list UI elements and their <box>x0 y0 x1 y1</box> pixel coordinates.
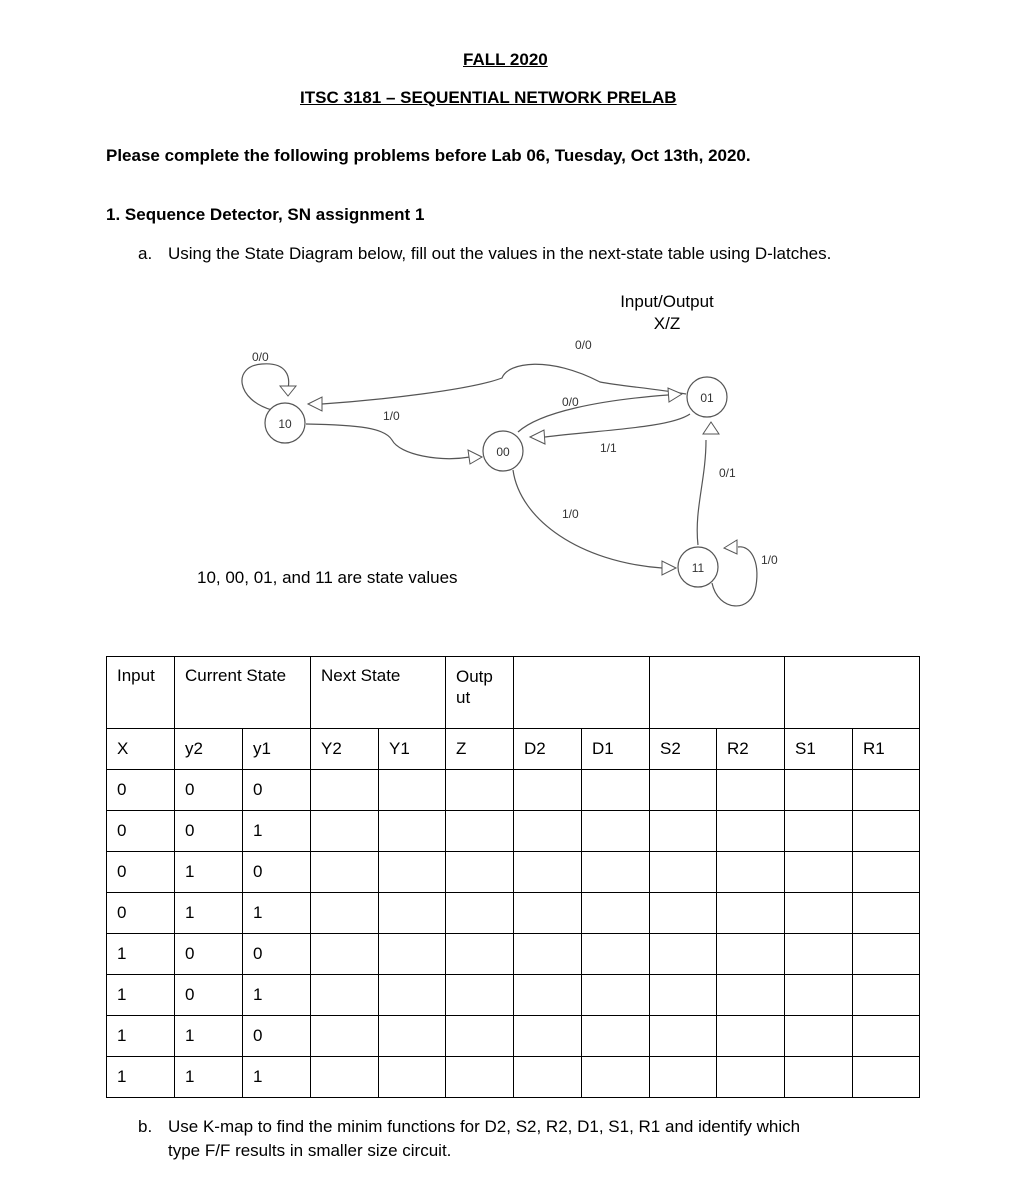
blank-answer-cell[interactable] <box>379 852 446 893</box>
table-row <box>107 893 920 934</box>
col-header: D2 <box>514 729 582 770</box>
next-state-table <box>106 656 920 1098</box>
blank-answer-cell[interactable] <box>311 852 379 893</box>
table-cell: 1 <box>107 1016 175 1057</box>
legend-title: Input/Output <box>620 292 714 311</box>
table-cell: 1 <box>243 893 311 934</box>
table-cell: 1 <box>243 1057 311 1098</box>
blank-answer-cell[interactable] <box>650 975 717 1016</box>
s11-to-01-edge <box>697 440 706 545</box>
arrow-s10-to-00 <box>468 450 482 464</box>
col-header: R1 <box>853 729 920 770</box>
blank-answer-cell[interactable] <box>514 852 582 893</box>
blank-answer-cell[interactable] <box>785 934 853 975</box>
table-cell: 0 <box>107 770 175 811</box>
group-header-output: Outp ut <box>446 657 514 729</box>
part-b-marker: b. <box>138 1117 153 1136</box>
blank-answer-cell[interactable] <box>582 893 650 934</box>
table-cell: 0 <box>175 975 243 1016</box>
blank-answer-cell[interactable] <box>853 893 920 934</box>
label-s10-to-00: 1/0 <box>383 409 400 423</box>
blank-answer-cell[interactable] <box>853 770 920 811</box>
blank-answer-cell[interactable] <box>650 1057 717 1098</box>
blank-answer-cell[interactable] <box>514 975 582 1016</box>
blank-answer-cell[interactable] <box>311 1016 379 1057</box>
blank-answer-cell[interactable] <box>379 1057 446 1098</box>
table-cell: 0 <box>243 770 311 811</box>
blank-answer-cell[interactable] <box>717 1057 785 1098</box>
table-cell: 1 <box>175 1016 243 1057</box>
table-cell: 0 <box>107 852 175 893</box>
label-s01-to-10: 0/0 <box>575 338 592 352</box>
table-row <box>107 934 920 975</box>
s10-to-00-edge <box>306 424 470 459</box>
col-header: S2 <box>650 729 717 770</box>
blank-answer-cell[interactable] <box>650 852 717 893</box>
blank-answer-cell[interactable] <box>446 770 514 811</box>
table-cell: 0 <box>107 893 175 934</box>
blank-answer-cell[interactable] <box>853 852 920 893</box>
s00-to-11-edge <box>513 470 662 568</box>
blank-answer-cell[interactable] <box>446 975 514 1016</box>
blank-answer-cell[interactable] <box>311 893 379 934</box>
table-cell: 1 <box>107 1057 175 1098</box>
blank-answer-cell[interactable] <box>514 934 582 975</box>
instructions: Please complete the following problems before Lab 06, Tuesday, Oct 13th, 2020. <box>106 146 751 165</box>
blank-answer-cell[interactable] <box>785 811 853 852</box>
blank-answer-cell[interactable] <box>785 1057 853 1098</box>
blank-answer-cell[interactable] <box>717 811 785 852</box>
table-cell: 0 <box>243 934 311 975</box>
blank-answer-cell[interactable] <box>785 770 853 811</box>
group-header-row <box>107 657 920 729</box>
part-a-text: Using the State Diagram below, fill out the values in the next-state table using D-latches. <box>168 244 832 263</box>
state-11-label: 11 <box>691 561 705 575</box>
col-header: S1 <box>785 729 853 770</box>
label-s11-to-01: 0/1 <box>719 466 736 480</box>
blank-answer-cell[interactable] <box>582 975 650 1016</box>
state-01-label: 01 <box>700 391 714 405</box>
col-header: Y1 <box>379 729 446 770</box>
blank-answer-cell[interactable] <box>379 893 446 934</box>
col-header: Z <box>446 729 514 770</box>
blank-answer-cell[interactable] <box>514 893 582 934</box>
arrow-s11-self <box>724 540 737 554</box>
blank-answer-cell[interactable] <box>582 852 650 893</box>
arrow-s01-to-10 <box>308 397 322 411</box>
table-row <box>107 1057 920 1098</box>
label-s10-self: 0/0 <box>252 350 269 364</box>
table-cell: 1 <box>175 1057 243 1098</box>
blank-answer-cell[interactable] <box>446 893 514 934</box>
blank-answer-cell[interactable] <box>853 934 920 975</box>
s01-to-00-edge <box>545 414 690 437</box>
blank-answer-cell[interactable] <box>379 975 446 1016</box>
table-cell: 0 <box>243 852 311 893</box>
part-b-line1: Use K-map to find the minim functions for D2, S2, R2, D1, S1, R1 and identify which <box>168 1117 801 1136</box>
group-header-blank-2 <box>650 657 785 729</box>
blank-answer-cell[interactable] <box>853 975 920 1016</box>
arrow-s11-to-01 <box>703 422 719 434</box>
term-title: FALL 2020 <box>463 50 548 69</box>
blank-answer-cell[interactable] <box>582 811 650 852</box>
table-cell: 1 <box>107 934 175 975</box>
part-b-line2: type F/F results in smaller size circuit. <box>168 1141 452 1160</box>
table-body <box>107 770 920 1098</box>
blank-answer-cell[interactable] <box>785 893 853 934</box>
table-row <box>107 770 920 811</box>
blank-answer-cell[interactable] <box>650 893 717 934</box>
arrow-s01-to-00 <box>530 430 545 444</box>
group-header-blank-1 <box>514 657 650 729</box>
blank-answer-cell[interactable] <box>717 975 785 1016</box>
blank-answer-cell[interactable] <box>582 1016 650 1057</box>
blank-answer-cell[interactable] <box>446 934 514 975</box>
blank-answer-cell[interactable] <box>514 770 582 811</box>
blank-answer-cell[interactable] <box>379 811 446 852</box>
column-header-row <box>107 729 920 770</box>
label-s01-to-00: 1/1 <box>600 441 617 455</box>
blank-answer-cell[interactable] <box>853 1016 920 1057</box>
table-cell: 1 <box>243 811 311 852</box>
blank-answer-cell[interactable] <box>446 1016 514 1057</box>
table-row <box>107 1016 920 1057</box>
col-header: y1 <box>243 729 311 770</box>
col-header: Y2 <box>311 729 379 770</box>
table-row <box>107 811 920 852</box>
blank-answer-cell[interactable] <box>582 770 650 811</box>
table-cell: 1 <box>175 893 243 934</box>
table-cell: 0 <box>107 811 175 852</box>
blank-answer-cell[interactable] <box>311 770 379 811</box>
group-header-input: Input <box>107 657 175 729</box>
table-cell: 0 <box>175 770 243 811</box>
label-s00-to-01: 0/0 <box>562 395 579 409</box>
blank-answer-cell[interactable] <box>514 811 582 852</box>
table-cell: 0 <box>175 934 243 975</box>
blank-answer-cell[interactable] <box>717 1016 785 1057</box>
state-00-label: 00 <box>496 445 510 459</box>
label-s11-self: 1/0 <box>761 553 778 567</box>
blank-answer-cell[interactable] <box>650 770 717 811</box>
group-header-blank-3 <box>785 657 920 729</box>
part-a-marker: a. <box>138 244 153 263</box>
blank-answer-cell[interactable] <box>582 934 650 975</box>
group-header-next-state: Next State <box>311 657 446 729</box>
blank-answer-cell[interactable] <box>514 1016 582 1057</box>
table-row <box>107 975 920 1016</box>
col-header: D1 <box>582 729 650 770</box>
blank-answer-cell[interactable] <box>311 975 379 1016</box>
blank-answer-cell[interactable] <box>785 852 853 893</box>
blank-answer-cell[interactable] <box>582 1057 650 1098</box>
course-title: ITSC 3181 – SEQUENTIAL NETWORK PRELAB <box>300 88 677 107</box>
blank-answer-cell[interactable] <box>311 934 379 975</box>
blank-answer-cell[interactable] <box>717 934 785 975</box>
table-cell: 1 <box>175 852 243 893</box>
table-cell: 0 <box>243 1016 311 1057</box>
col-header: R2 <box>717 729 785 770</box>
blank-answer-cell[interactable] <box>446 852 514 893</box>
label-s00-to-11: 1/0 <box>562 507 579 521</box>
col-header: X <box>107 729 175 770</box>
blank-answer-cell[interactable] <box>311 1057 379 1098</box>
arrow-s10-self <box>280 386 296 396</box>
blank-answer-cell[interactable] <box>785 975 853 1016</box>
blank-answer-cell[interactable] <box>311 811 379 852</box>
blank-answer-cell[interactable] <box>650 934 717 975</box>
blank-answer-cell[interactable] <box>379 934 446 975</box>
blank-answer-cell[interactable] <box>650 1016 717 1057</box>
blank-answer-cell[interactable] <box>785 1016 853 1057</box>
table-cell: 1 <box>243 975 311 1016</box>
arrow-s00-to-11 <box>662 561 676 575</box>
blank-answer-cell[interactable] <box>650 811 717 852</box>
state-10-label: 10 <box>278 417 292 431</box>
blank-answer-cell[interactable] <box>379 770 446 811</box>
arrow-s00-to-01 <box>668 388 682 402</box>
problem-heading: 1. Sequence Detector, SN assignment 1 <box>106 205 425 224</box>
blank-answer-cell[interactable] <box>717 893 785 934</box>
blank-answer-cell[interactable] <box>717 770 785 811</box>
table-row <box>107 852 920 893</box>
blank-answer-cell[interactable] <box>514 1057 582 1098</box>
col-header: y2 <box>175 729 243 770</box>
table-cell: 1 <box>107 975 175 1016</box>
s11-self-loop <box>712 547 757 606</box>
blank-answer-cell[interactable] <box>379 1016 446 1057</box>
legend-subtitle: X/Z <box>653 314 681 333</box>
blank-answer-cell[interactable] <box>853 811 920 852</box>
group-header-current-state: Current State <box>175 657 311 729</box>
blank-answer-cell[interactable] <box>446 1057 514 1098</box>
blank-answer-cell[interactable] <box>717 852 785 893</box>
blank-answer-cell[interactable] <box>853 1057 920 1098</box>
table-cell: 0 <box>175 811 243 852</box>
blank-answer-cell[interactable] <box>446 811 514 852</box>
diagram-caption: 10, 00, 01, and 11 are state values <box>197 568 458 587</box>
